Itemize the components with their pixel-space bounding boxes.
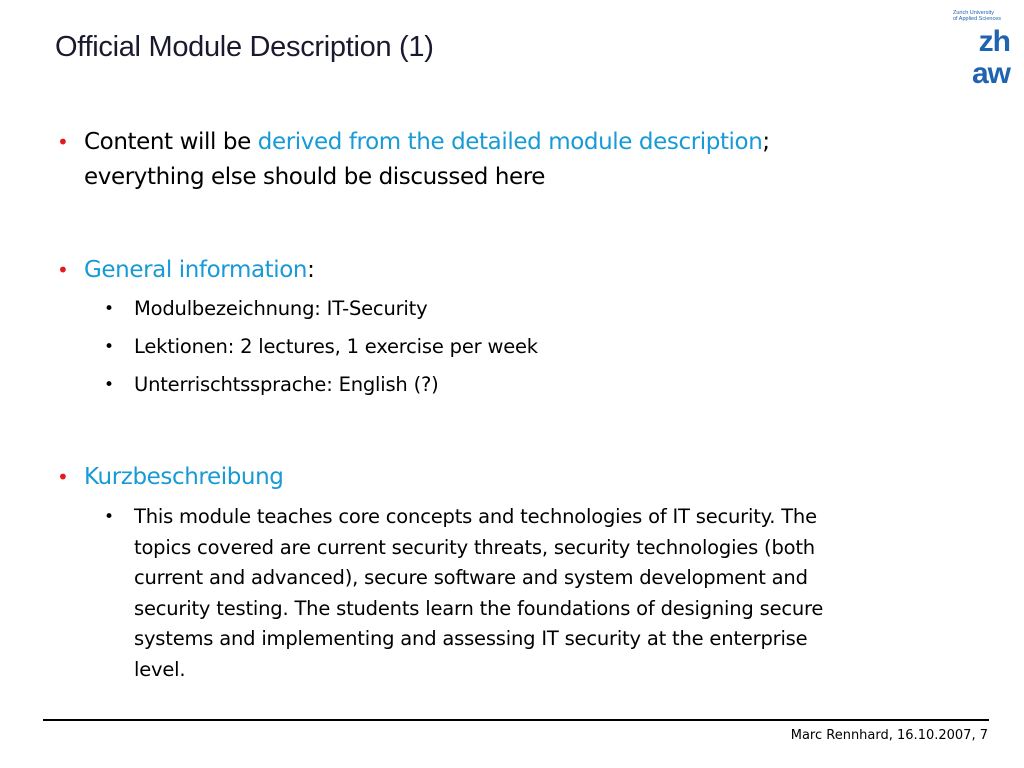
footer-text: Marc Rennhard, 16.10.2007, 7: [790, 728, 988, 743]
bullet-general-information: [57, 253, 884, 288]
zhaw-logo: [950, 10, 1010, 90]
footer-divider: [43, 719, 989, 721]
slide-title: Official Module Description (1): [55, 31, 434, 63]
logo-university-line2: of Applied Sciences: [953, 16, 1002, 22]
sub-bullet-dot: •: [104, 337, 114, 357]
sub-bullet-lektionen: [104, 332, 954, 363]
bullet-dot: •: [57, 465, 69, 489]
bullet-content-line2: everything else should be discussed here: [84, 164, 546, 190]
sub-bullet-modulbezeichnung: [104, 294, 954, 325]
logo-zh: zh: [978, 25, 1010, 58]
description-line: current and advanced), secure software and system development and: [134, 566, 808, 589]
kurzbeschreibung-heading: Kurzbeschreibung: [84, 464, 284, 490]
bullet-content: [57, 125, 884, 195]
logo-university-line1: Zurich University: [953, 10, 994, 16]
list-item: Lektionen: 2 lectures, 1 exercise per week: [134, 335, 538, 358]
bullet-content-text: Content will be: [84, 129, 258, 155]
list-item: Modulbezeichnung: IT-Security: [134, 297, 428, 320]
list-item: Unterrischtssprache: English (?): [134, 373, 439, 396]
bullet-content-highlight: derived from the detailed module description: [257, 129, 763, 155]
sub-bullet-dot: •: [104, 375, 114, 395]
bullet-dot: •: [57, 258, 69, 282]
bullet-dot: •: [57, 130, 69, 154]
description-line: This module teaches core concepts and technologies of IT security. The: [134, 505, 817, 528]
sub-bullet-dot: •: [104, 299, 114, 319]
description-line: topics covered are current security threats, security technologies (both: [134, 535, 815, 559]
general-information-colon: :: [307, 257, 315, 283]
description-line: level.: [134, 657, 186, 681]
bullet-kurzbeschreibung: [57, 460, 884, 495]
bullet-content-semicolon: ;: [762, 129, 770, 155]
sub-bullet-description: [104, 502, 954, 685]
description-line: systems and implementing and assessing IT security at the enterprise: [134, 627, 808, 650]
sub-bullet-unterrichtssprache: [104, 370, 954, 401]
description-line: security testing. The students learn the foundations of designing secure: [134, 596, 824, 620]
logo-aw: aw: [971, 57, 1010, 90]
sub-bullet-dot: •: [104, 507, 114, 527]
general-information-heading: General information: [84, 257, 308, 283]
